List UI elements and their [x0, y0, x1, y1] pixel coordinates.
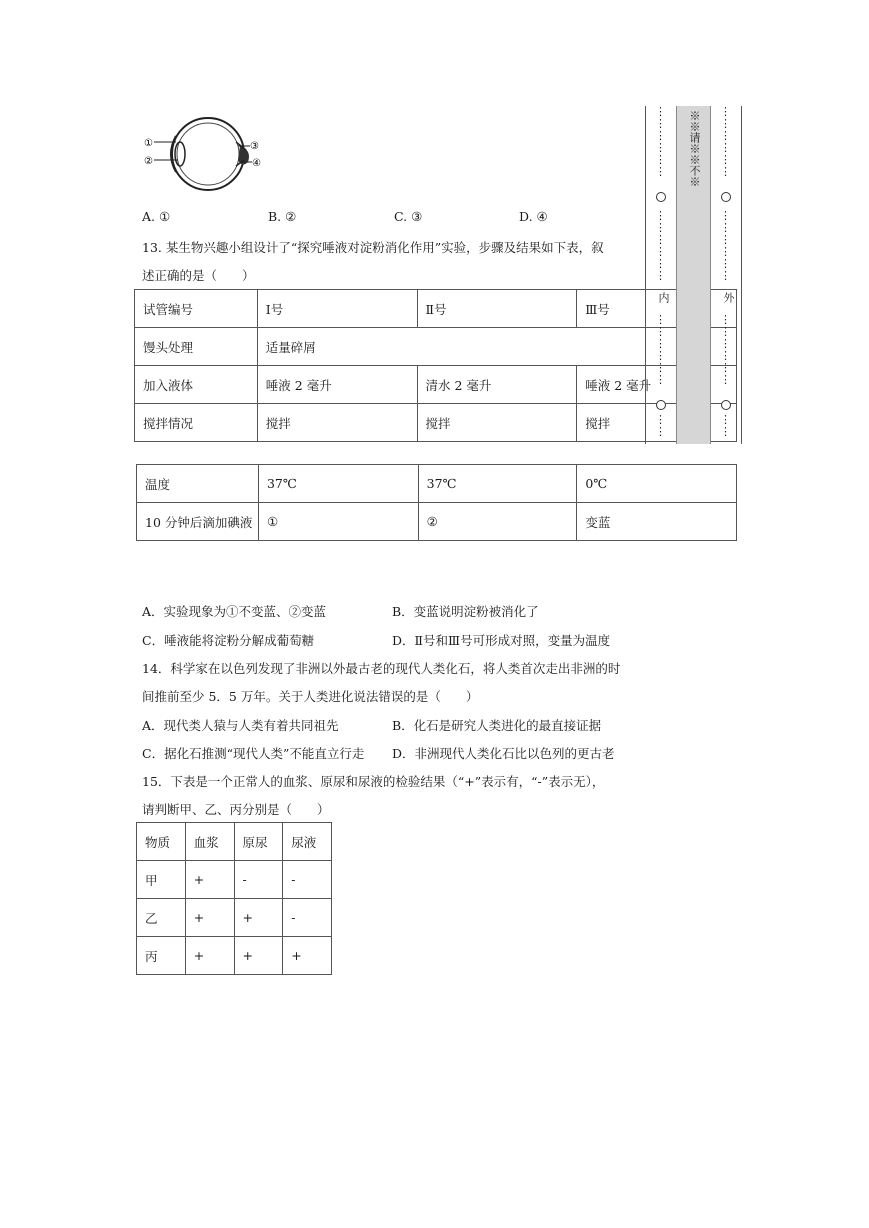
table-cell: 搅拌 — [577, 404, 737, 442]
table-cell: 变蓝 — [577, 503, 737, 541]
gutter-outer-label: 外 — [722, 292, 735, 303]
q15-table — [136, 822, 332, 975]
table-cell: + — [185, 937, 234, 975]
table-cell: 0℃ — [577, 465, 737, 503]
q13-stem-line2: 述正确的是（ ） — [142, 268, 255, 283]
table-cell: - — [234, 861, 283, 899]
table-row — [137, 861, 332, 899]
binding-hole-outer-2 — [721, 400, 731, 410]
q15-stem-line2: 请判断甲、乙、丙分别是（ ） — [142, 802, 330, 817]
gutter-shaded-warning: ※※请※※不※ — [688, 110, 701, 187]
q14-option-d: D．非洲现代人类化石比以色列的更古老 — [392, 746, 615, 761]
table-cell: 物质 — [137, 823, 186, 861]
q13-option-a: A．实验现象为①不变蓝、②变蓝 — [142, 604, 327, 619]
q12-option-a: A. ① — [142, 209, 171, 224]
q14-option-a: A．现代类人猿与人类有着共同祖先 — [142, 718, 339, 733]
q14-stem-line2: 间推前至少 5．5 万年。关于人类进化说法错误的是（ ） — [142, 689, 479, 704]
table-cell: 唾液 2 毫升 — [577, 366, 737, 404]
table-cell: 温度 — [137, 465, 259, 503]
table-cell: Ⅲ号 — [577, 290, 737, 328]
table-cell: + — [234, 937, 283, 975]
q15-stem-line1: 15．下表是一个正常人的血浆、原尿和尿液的检验结果（“+”表示有，“-”表示无）， — [142, 774, 605, 789]
table-cell: 清水 2 毫升 — [417, 366, 577, 404]
table-cell: + — [185, 861, 234, 899]
eye-diagram — [140, 106, 270, 196]
table-cell: 丙 — [137, 937, 186, 975]
dotted-line-inner: ⋮ ⋮ ⋮ ⋮ ⋮ ⋮ — [655, 209, 666, 282]
table-cell: - — [283, 861, 332, 899]
table-cell: 搅拌 — [417, 404, 577, 442]
q13-table-result — [136, 464, 737, 541]
binding-line-inner — [645, 106, 646, 444]
table-cell: 馒头处理 — [135, 328, 258, 366]
table-cell: 10 分钟后滴加碘液 — [137, 503, 259, 541]
q13-table-setup — [134, 289, 737, 442]
q14-option-c: C．据化石推测“现代人类”不能直立行走 — [142, 746, 365, 761]
q14-stem-line1: 14．科学家在以色列发现了非洲以外最古老的现代人类化石，将人类首次走出非洲的时 — [142, 661, 621, 676]
table-cell: 搅拌情况 — [135, 404, 258, 442]
table-cell: 37℃ — [418, 465, 577, 503]
table-row — [137, 937, 332, 975]
eye-label-4: ④ — [252, 158, 261, 169]
table-cell: 加入液体 — [135, 366, 258, 404]
q13-option-c: C．唾液能将淀粉分解成葡萄糖 — [142, 633, 315, 648]
table-cell: 唾液 2 毫升 — [257, 366, 417, 404]
dotted-line-inner: ⋮ ⋮ ⋮ ⋮ ⋮ ⋮ — [655, 313, 666, 386]
table-cell: + — [185, 899, 234, 937]
table-cell: 搅拌 — [257, 404, 417, 442]
dotted-line-inner: ⋮ ⋮ — [655, 413, 666, 438]
table-row — [137, 465, 737, 503]
eye-label-3: ③ — [250, 141, 259, 152]
table-row — [137, 899, 332, 937]
table-cell: + — [234, 899, 283, 937]
q12-option-d: D. ④ — [519, 209, 548, 224]
table-cell: 适量碎屑 — [257, 328, 736, 366]
dotted-line-inner: ⋮ ⋮ ⋮ ⋮ ⋮ ⋮ — [655, 105, 666, 178]
q14-option-b: B．化石是研究人类进化的最直接证据 — [392, 718, 602, 733]
table-row — [135, 290, 737, 328]
eye-label-2: ② — [144, 156, 153, 167]
table-row — [137, 503, 737, 541]
q13-stem-line1: 13. 某生物兴趣小组设计了“探究唾液对淀粉消化作用”实验，步骤及结果如下表，叙 — [142, 240, 604, 255]
binding-line-outer — [741, 106, 742, 444]
binding-hole-outer-1 — [721, 192, 731, 202]
table-cell: 乙 — [137, 899, 186, 937]
table-cell: Ⅰ号 — [257, 290, 417, 328]
binding-hole-inner-2 — [656, 400, 666, 410]
table-cell: 原尿 — [234, 823, 283, 861]
table-cell: 甲 — [137, 861, 186, 899]
q12-option-c: C. ③ — [394, 209, 423, 224]
table-row — [137, 823, 332, 861]
table-cell: + — [283, 937, 332, 975]
table-cell: ① — [258, 503, 418, 541]
table-row — [135, 328, 737, 366]
gutter-inner-label: 内 — [657, 292, 670, 303]
table-cell: 尿液 — [283, 823, 332, 861]
dotted-line-outer: ⋮ ⋮ — [720, 413, 731, 438]
table-cell: Ⅱ号 — [417, 290, 577, 328]
dotted-line-outer: ⋮ ⋮ ⋮ ⋮ ⋮ ⋮ — [720, 313, 731, 386]
eye-label-1: ① — [144, 138, 153, 149]
binding-hole-inner-1 — [656, 192, 666, 202]
table-cell: - — [283, 899, 332, 937]
q13-option-b: B．变蓝说明淀粉被消化了 — [392, 604, 539, 619]
table-cell: 血浆 — [185, 823, 234, 861]
q13-option-d: D．Ⅱ号和Ⅲ号可形成对照，变量为温度 — [392, 633, 611, 648]
q12-option-b: B. ② — [268, 209, 297, 224]
table-row — [135, 404, 737, 442]
table-cell: 试管编号 — [135, 290, 258, 328]
table-cell: 37℃ — [258, 465, 418, 503]
table-row — [135, 366, 737, 404]
dotted-line-outer: ⋮ ⋮ ⋮ ⋮ ⋮ ⋮ — [720, 105, 731, 178]
table-cell: ② — [418, 503, 577, 541]
dotted-line-outer: ⋮ ⋮ ⋮ ⋮ ⋮ ⋮ — [720, 209, 731, 282]
